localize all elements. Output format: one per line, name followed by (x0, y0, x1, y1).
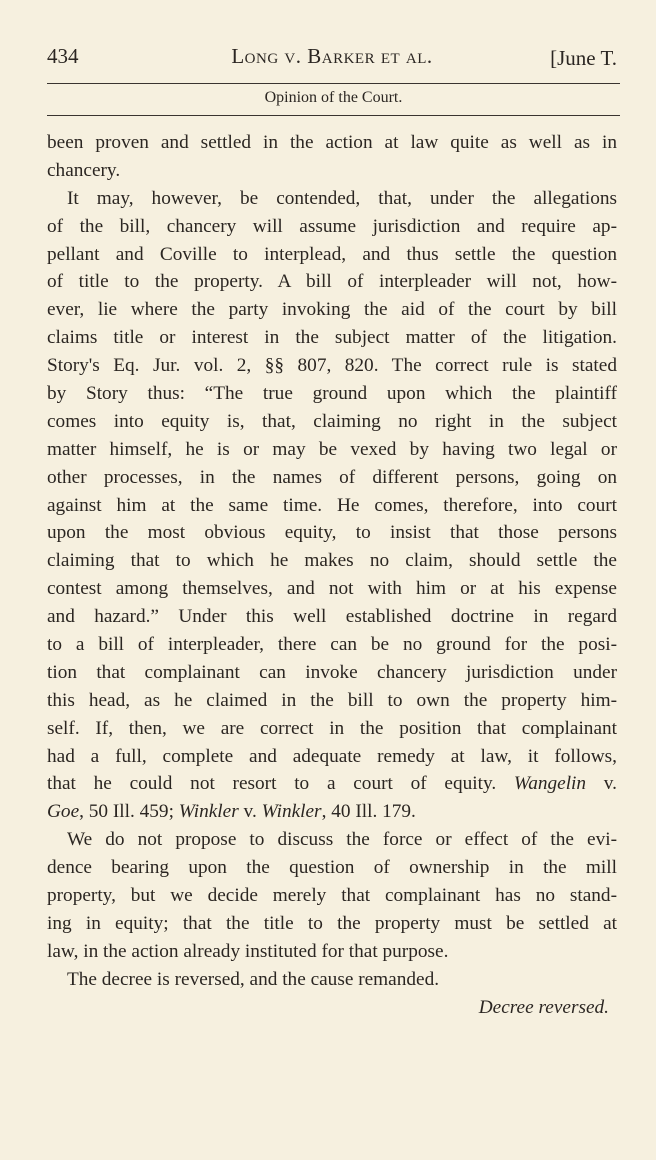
text-segment: It may, however, be contended, that, under the allegations (67, 187, 617, 209)
italic-citation: Winkler (261, 801, 322, 823)
text-line (47, 380, 617, 408)
text-segment: , 50 Ill. 459; (79, 801, 179, 823)
text-segment: been proven and settled in the action at law quite as well as in (47, 132, 617, 153)
text-line (47, 659, 617, 687)
text-segment: to a bill of interpleader, there can be no ground for the posi- (47, 634, 617, 656)
text-line (47, 798, 617, 826)
text-segment: We do not propose to discuss the force or effect of the evi- (67, 829, 617, 851)
text-line (47, 715, 617, 743)
text-line (47, 687, 617, 715)
italic-citation: Winkler (178, 801, 239, 823)
text-segment: by Story thus: “The true ground upon which the plaintiff (47, 383, 617, 405)
text-segment: of the bill, chancery will assume jurisdiction and require ap- (47, 215, 617, 237)
text-line (47, 966, 617, 994)
text-line (47, 519, 617, 547)
text-line (47, 743, 617, 771)
text-line (47, 241, 617, 269)
text-segment: property, but we decide merely that complainant has no stand- (47, 885, 617, 907)
text-segment: ever, lie where the party invoking the aid of the court by bill (47, 299, 617, 321)
text-line (47, 129, 617, 157)
text-segment: ing in equity; that the title to the property must be settled at (47, 912, 617, 934)
text-segment: had a full, complete and adequate remedy at law, it follows, (47, 745, 617, 767)
text-line (47, 185, 617, 213)
text-line (47, 575, 617, 603)
text-line (47, 603, 617, 631)
text-line (47, 770, 617, 798)
italic-citation: Goe (47, 801, 80, 823)
header-rule (47, 83, 620, 84)
text-segment: upon the most obvious equity, to insist that those persons (47, 522, 617, 544)
text-segment: self. If, then, we are correct in the position that complainant (47, 717, 617, 739)
text-line (47, 994, 617, 1022)
text-line (47, 436, 617, 464)
text-segment: The decree is reversed, and the cause remanded. (67, 968, 440, 990)
text-segment: comes into equity is, that, claiming no right in the subject (47, 410, 617, 432)
case-title: Long v. Barker et al. (231, 44, 433, 68)
text-line (47, 854, 617, 882)
text-segment: , 40 Ill. 179. (321, 801, 416, 823)
text-line (47, 324, 617, 352)
text-segment: contest among themselves, and not with him or at his expense (47, 578, 617, 600)
text-segment: against him at the same time. He comes, therefore, into court (47, 494, 617, 516)
text-segment: claims title or interest in the subject matter of the litigation. (47, 327, 617, 349)
text-segment: matter himself, he is or may be vexed by having two legal or (47, 438, 617, 460)
text-segment: Story's Eq. Jur. vol. 2, §§ 807, 820. The correct rule is stated (47, 355, 617, 377)
text-segment: other processes, in the names of different persons, going on (47, 466, 617, 488)
text-segment: pellant and Coville to interplead, and thus settle the question (47, 243, 617, 265)
text-line (47, 631, 617, 659)
text-segment: and hazard.” Under this well established doctrine in regard (47, 606, 617, 628)
text-segment: dence bearing upon the question of ownership in the mill (47, 857, 617, 879)
text-line (47, 938, 617, 966)
text-segment: that he could not resort to a court of equity. (47, 773, 514, 795)
text-segment: law, in the action already instituted for that purpose. (47, 940, 449, 962)
text-segment: chancery. (47, 159, 121, 181)
text-segment: tion that complainant can invoke chancery jurisdiction under (47, 661, 617, 683)
text-segment: this head, as he claimed in the bill to own the property him- (47, 689, 617, 711)
text-line (47, 296, 617, 324)
text-line (47, 492, 617, 520)
text-line (47, 882, 617, 910)
court-term: [June T. (550, 46, 617, 70)
text-segment: v. (238, 801, 262, 823)
text-line (47, 408, 617, 436)
text-line (47, 826, 617, 854)
text-line (47, 157, 617, 185)
italic-citation: Decree reversed. (478, 996, 609, 1018)
running-header (47, 44, 617, 74)
text-segment: v. (586, 773, 617, 795)
text-segment: claiming that to which he makes no claim, should settle the (47, 550, 617, 572)
text-segment: of title to the property. A bill of interpleader will not, how- (47, 271, 617, 293)
text-line (47, 547, 617, 575)
page-number: 434 (47, 44, 79, 68)
text-line (47, 464, 617, 492)
subheader-rule (47, 115, 620, 116)
text-line (47, 910, 617, 938)
text-line (47, 213, 617, 241)
section-heading: Opinion of the Court. (264, 89, 403, 106)
text-line (47, 352, 617, 380)
italic-citation: Wangelin (513, 773, 587, 795)
text-line (47, 268, 617, 296)
opinion-text (47, 129, 617, 1022)
